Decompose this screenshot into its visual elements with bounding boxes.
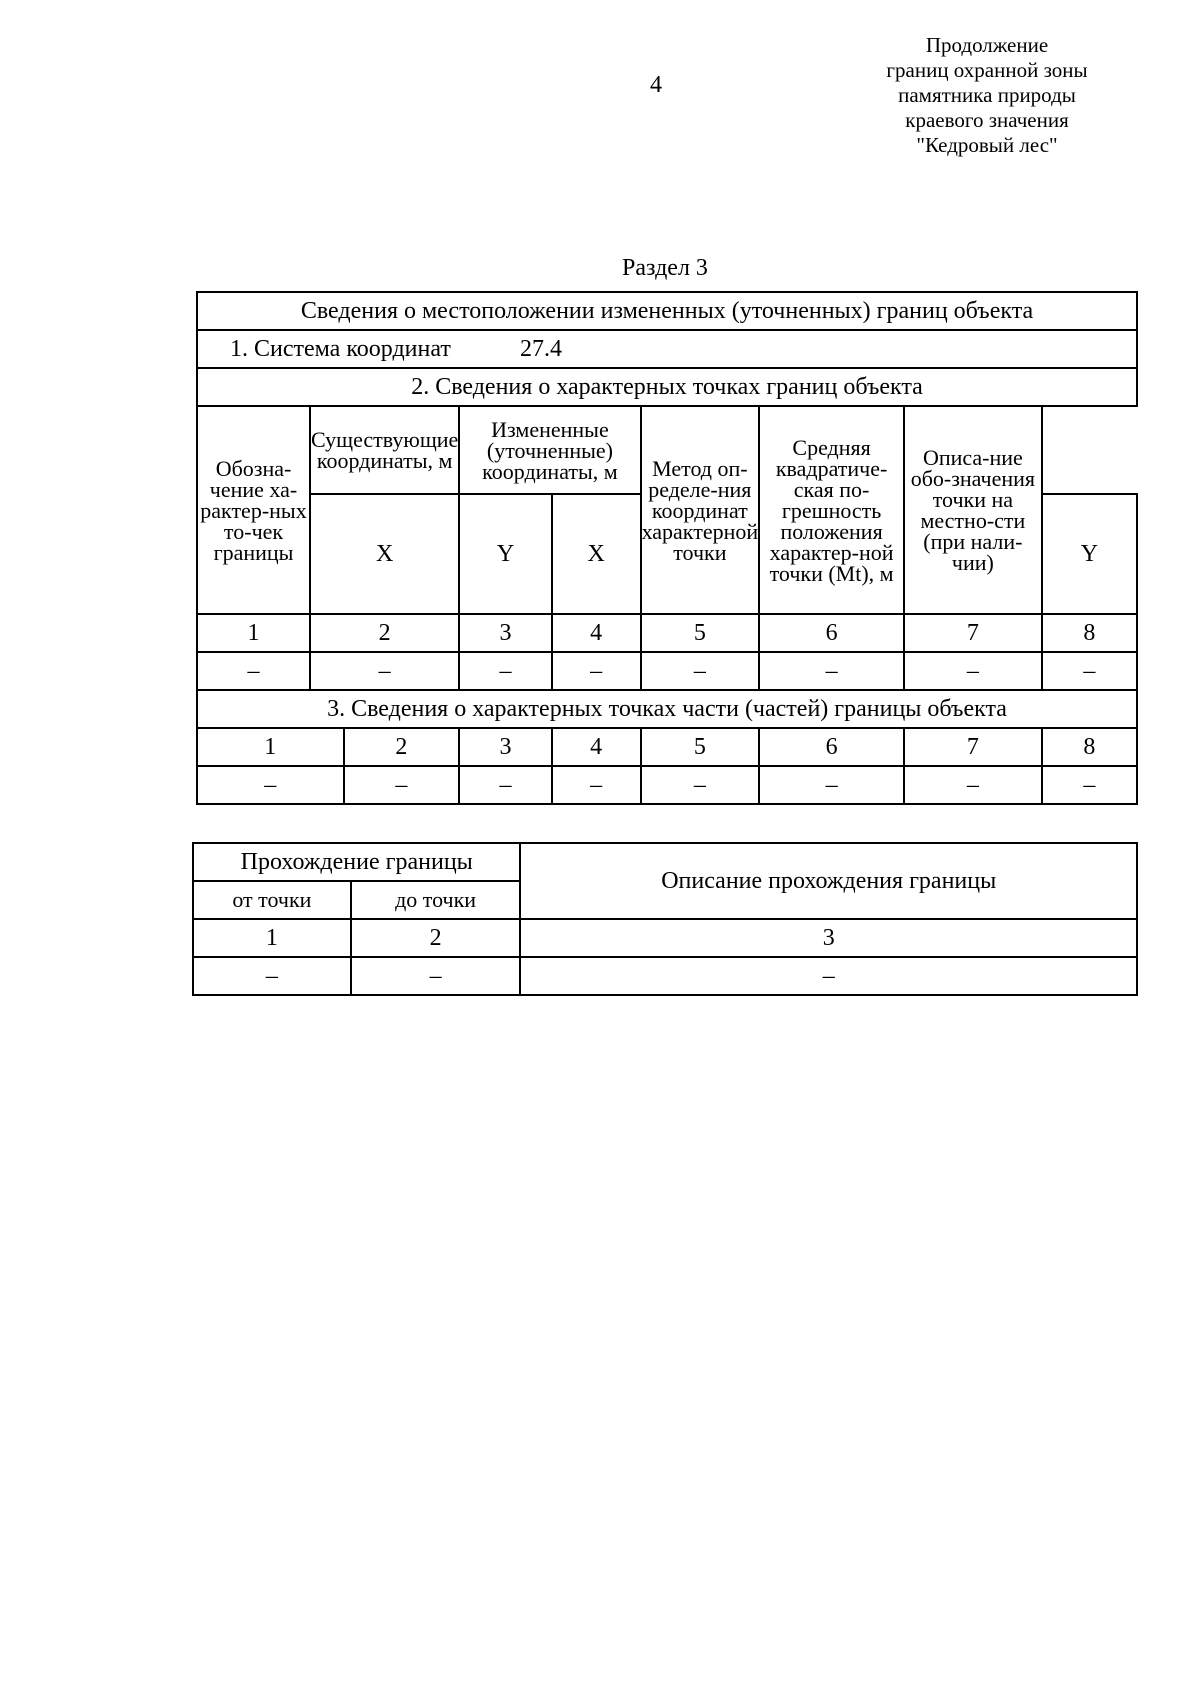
table-cell: – <box>351 957 521 995</box>
column-number: 1 <box>197 728 344 766</box>
column-number: 2 <box>344 728 460 766</box>
column-number: 3 <box>520 919 1137 957</box>
boundary-passage-table <box>192 842 1138 996</box>
table-cell: – <box>904 652 1042 690</box>
from-point-header: от точки <box>193 881 351 919</box>
table-cell: – <box>641 766 760 804</box>
table-cell: – <box>197 766 344 804</box>
table-cell: – <box>1042 766 1137 804</box>
passage-header: Прохождение границы <box>193 843 520 881</box>
column-number: 3 <box>459 614 551 652</box>
table-cell: – <box>1042 652 1137 690</box>
column-number: 4 <box>552 728 641 766</box>
column-number: 7 <box>904 614 1042 652</box>
table-cell: – <box>759 652 904 690</box>
column-number: 2 <box>310 614 459 652</box>
table-title: Сведения о местоположении измененных (уточненных) границ объекта <box>197 292 1137 330</box>
page-number: 4 <box>650 72 662 98</box>
continuation-note <box>842 33 1132 158</box>
table-cell: – <box>459 766 551 804</box>
column-number: 6 <box>759 728 904 766</box>
column-number: 2 <box>351 919 521 957</box>
table-cell: – <box>344 766 460 804</box>
table-cell: – <box>641 652 760 690</box>
subsection-heading: 2. Сведения о характерных точках границ объекта <box>197 368 1137 406</box>
column-number: 1 <box>197 614 310 652</box>
changed-coordinates-header: Измененные (уточненные) координаты, м <box>459 406 640 494</box>
continuation-line: краевого значения <box>905 108 1069 132</box>
table-cell: – <box>552 652 641 690</box>
column-number: 8 <box>1042 614 1137 652</box>
table-cell: – <box>197 652 310 690</box>
section-title: Раздел 3 <box>622 255 708 281</box>
continuation-line: "Кедровый лес" <box>916 133 1058 157</box>
table-cell: – <box>520 957 1137 995</box>
column-number: 7 <box>904 728 1042 766</box>
coordinate-system-label: 1. Система координат <box>230 335 451 362</box>
mean-error-header: Средняя квадратиче-ская по-грешность положения характер-ной точки (Mt), м <box>759 406 904 614</box>
coordinate-system-value: 27.4 <box>520 335 562 362</box>
to-point-header: до точки <box>351 881 521 919</box>
column-number: 5 <box>641 614 760 652</box>
continuation-line: границ охранной зоны <box>886 58 1088 82</box>
column-number: 5 <box>641 728 760 766</box>
table-cell: – <box>459 652 551 690</box>
table-cell: – <box>193 957 351 995</box>
column-number: 8 <box>1042 728 1137 766</box>
column-number: 6 <box>759 614 904 652</box>
continuation-line: Продолжение <box>925 33 1049 57</box>
passage-description-header: Описание прохождения границы <box>520 843 1137 919</box>
continuation-line: памятника природы <box>898 83 1076 107</box>
column-number: 3 <box>459 728 551 766</box>
table-cell: – <box>552 766 641 804</box>
column-number: 4 <box>552 614 641 652</box>
x-existing-header: X <box>310 494 459 614</box>
column-number: 1 <box>193 919 351 957</box>
subsection-heading: 3. Сведения о характерных точках части (частей) границы объекта <box>197 690 1137 728</box>
y-existing-header: Y <box>459 494 551 614</box>
table-cell: – <box>904 766 1042 804</box>
description-header: Описа-ние обо-значения точки на местно-сти (при нали-чии) <box>904 406 1042 614</box>
y-changed-header: Y <box>1042 494 1137 614</box>
coordinate-system-row <box>197 330 1137 368</box>
existing-coordinates-header: Существующие координаты, м <box>310 406 459 494</box>
table-cell: – <box>759 766 904 804</box>
table-cell: – <box>310 652 459 690</box>
x-changed-header: X <box>552 494 641 614</box>
designation-header: Обозна-чение ха-рактер-ных то-чек границы <box>197 406 310 614</box>
method-header: Метод оп-ределе-ния координат характерной точки <box>641 406 760 614</box>
boundary-points-table <box>196 291 1138 805</box>
